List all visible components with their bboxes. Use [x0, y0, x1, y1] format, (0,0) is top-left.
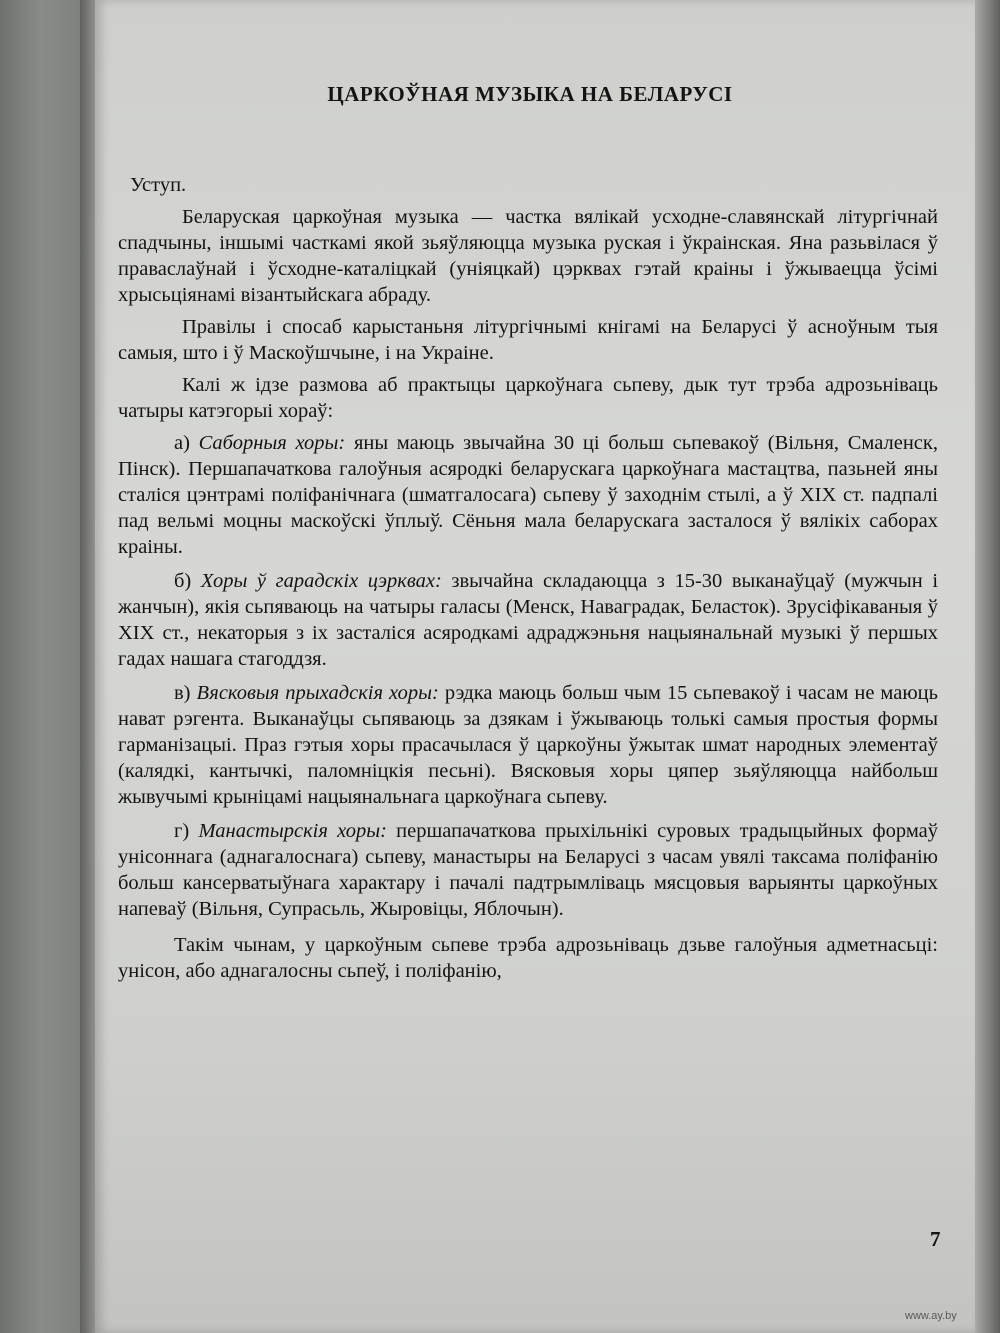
category-b-label: Хоры ў гарадскіх цэрквах:: [200, 570, 442, 592]
category-v-marker: в): [174, 682, 191, 704]
intro-label: Уступ.: [130, 174, 187, 196]
category-v-text: рэдка маюць больш чым 15 сьпевакоў і часам не маюць нават рэгента. Выканаўцы сьпяваюць за дзякам і ўжываюць толькі самыя простыя формы гарманізацыі. Праз гэтыя хоры прасачылася ў царкоўны ўжытак шмат народных элементаў (калядкі, кантычкі, паломніцкія песьні). Вясковыя хоры цяпер зьяўляюцца найбольш жывучымі крыніцамі нацыянальнага царкоўнага сьпеву.: [118, 682, 938, 808]
watermark: www.ay.by: [905, 1310, 957, 1322]
category-b-marker: б): [174, 570, 192, 592]
category-v: [118, 680, 938, 810]
paragraph-1: Беларуская царкоўная музыка — частка вялікай усходне-славянскай літургічнай спадчыны, іншымі часткамі якой зьяўляюцца музыка руская і ўкраінская. Яна разьвілася ў праваслаўнай і ўсходне-каталіцкай (уніяцкай) цэрквах гэтай краіны і ўжываецца ўсімі хрысьціянамі візантыйскага абраду.: [118, 206, 938, 306]
page-number: 7: [930, 1227, 941, 1251]
category-a-text: яны маюць звычайна 30 ці больш сьпевакоў (Вільня, Смаленск, Пінск). Першапачаткова галоўныя асяродкі беларускага царкоўнага мастацтва, пазьней яны сталіся цэнтрамі поліфанічнага (шматгалосага) сьпеву ў заходнім стылі, а ў XIX ст. падпалі пад вельмі моцны маскоўскі ўплыў. Сёньня мала беларускага засталося ў вялікіх саборах краіны.: [118, 432, 938, 558]
category-b: [118, 568, 938, 672]
category-a: [118, 430, 938, 560]
category-g-label: Манастырскія хоры:: [198, 820, 387, 842]
category-g-marker: г): [174, 820, 190, 842]
closing-paragraph: Такім чынам, у царкоўным сьпеве трэба адрозьніваць дзьве галоўныя адметнасьці: унісон, або аднагалосны сьпеў, і поліфанію,: [118, 934, 938, 982]
paragraph-3: Калі ж ідзе размова аб практыцы царкоўнага сьпеву, дык тут трэба адрозьніваць чатыры катэгорыі хораў:: [118, 374, 938, 422]
category-a-marker: а): [174, 432, 190, 454]
body-text: [118, 204, 938, 984]
category-a-label: Саборныя хоры:: [198, 432, 346, 454]
left-page-edge: [0, 0, 92, 1333]
category-v-label: Вясковыя прыхадскія хоры:: [196, 682, 439, 704]
right-page-edge: [975, 0, 1000, 1333]
page-title: ЦАРКОЎНАЯ МУЗЫКА НА БЕЛАРУСІ: [327, 82, 733, 106]
category-g-text: першапачаткова прыхільнікі суровых традыцыйных формаў унісоннага (аднагалоснага) сьпеву, манастыры на Беларусі з часам увялі таксама поліфанію больш кансерватыўнага характару і пачалі падтрымліваць мясцовыя варыянты царкоўных напеваў (Вільня, Супрасьль, Жыровіцы, Яблочын).: [118, 820, 939, 920]
paragraph-2: Правілы і спосаб карыстаньня літургічнымі кнігамі на Беларусі ў асноўным тыя самыя, што і ў Маскоўшчыне, і на Украіне.: [118, 316, 938, 364]
category-g: [118, 818, 938, 922]
category-b-text: звычайна складаюцца з 15-30 выканаўцаў (мужчын і жанчын), якія сьпяваюць на чатыры галасы (Менск, Наваградак, Беласток). Зрусіфікаваныя ў XIX ст., некаторыя з іх засталіся асяродкамі адраджэньня нацыянальнай музыкі ў першых гадах нашага стагоддзя.: [118, 570, 939, 670]
